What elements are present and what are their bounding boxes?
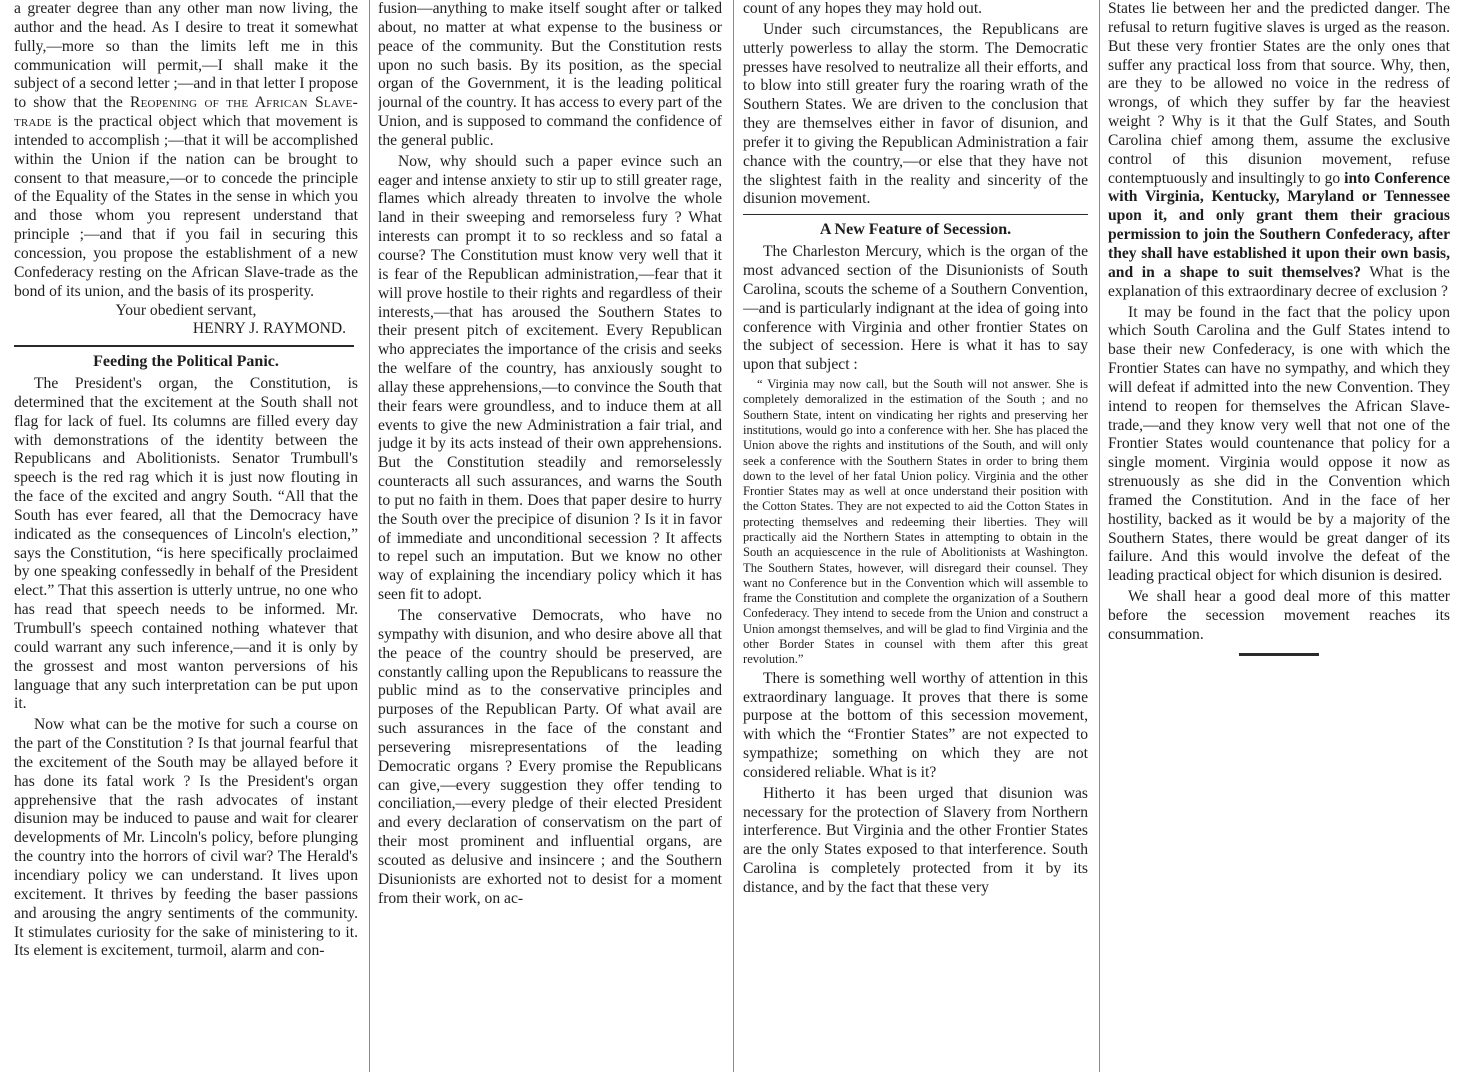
article-paragraph: Now what can be the motive for such a course on the part of the Constitution ? Is that journal fearful that the excitement of the South may be allayed before it has done its fatal work ? Is the President's organ apprehensive that the rash advocates of instant disunion may be induced to pause and wait for clearer developments of Mr. Lincoln's policy, before plunging the country into the horrors of civil war? The Herald's incendiary policy we can understand. It lives upon excitement. It thrives by feeding the baser passions and arousing the angry sentiments of the community. It stimulates curiosity for the sake of ministering to it. Its element is excitement, turmoil, alarm and con- [14, 716, 358, 960]
letter-signature: HENRY J. RAYMOND. [192, 320, 346, 338]
article-paragraph: The President's organ, the Constitution, is determined that the excitement at the South shall not flag for lack of fuel. Its columns are filled every day with demonstrations of the identity between the Republicans and Abolitionists. Senator Trumbull's speech is the red rag which it is just now flouting in the face of the excited and angry South. “All that the South has ever feared, all that the Democracy have indicated as the consequences of Lincoln's election,” says the Constitution, “is here specifically proclaimed by one speaking confessedly in behalf of the President elect.” That this assertion is utterly untrue, no one who has read that speech needs to be informed. Mr. Trumbull's speech contained nothing whatever that could warrant any such inference,—and it is only by the grossest and most wanton perversions of his language that any such interpretation can be put upon it. [14, 375, 358, 713]
article-paragraph: Under such circumstances, the Republicans are utterly powerless to allay the storm. The Democratic presses have resolved to neutralize all their efforts, and to blow into still greater fury the roaring wrath of the Southern States. We are driven to the conclusion that they are themselves either in favor of disunion, and prefer it to giving the Republican Administration a fair chance with the country,—or else that they have not the slightest faith in the reality and sincerity of the disunion movement. [743, 20, 1088, 208]
article-paragraph: fusion—anything to make itself sought after or talked about, no matter at what expense to the business or peace of the community. But the Constitution rests upon no such basis. By its position, as the special organ of the Government, it is the leading political journal of the country. It has access to every part of the Union, and is supposed to command the confidence of the general public. [378, 0, 722, 149]
end-of-article-rule [1239, 653, 1319, 656]
column-gutter [369, 0, 370, 1072]
article-paragraph: Hitherto it has been urged that disunion was necessary for the protection of Slavery from Northern interference. But Virginia and the other Frontier States are the only States exposed to that interference. South Carolina is completely protected from it by its distance, and by the fact that these very [743, 784, 1088, 896]
article-paragraph: Now, why should such a paper evince such an eager and intense anxiety to stir up to still greater rage, flames which already threaten to involve the whole land in their sweeping and remorseless fury ? What interests can prompt it to so reckless and so fatal a course? The Constitution must know very well that it is fear of the Republican administration,—fear that it will prove hostile to their rights and regardless of their interests,—that has aroused the Southern States to their present pitch of excitement. Every Republican who appreciates the importance of the crisis and seeks the welfare of the country, has anxiously sought to allay these apprehensions,—to convince the South that their fears were groundless, and to induce them at all events to give the new Administration a fair trial, and judge it by its acts instead of their own apprehensions. But the Constitution steadily and remorselessly counteracts all such assurances, and warns the South to put no faith in them. Does that paper desire to hurry the South over the precipice of disunion ? Is it in favor of immediate and unconditional secession ? It affects to repel such an imputation. But we know no other way of explaining the incendiary policy which it has seen fit to adopt. [378, 152, 722, 604]
article-paragraph: We shall hear a good deal more of this matter before the secession movement reaches its consummation. [1108, 588, 1450, 643]
column-gutter [1099, 0, 1100, 1072]
column-3 [743, 0, 1088, 1078]
article-paragraph: States lie between her and the predicted danger. The refusal to return fugitive slaves is urged as the reason. But these very frontier States are the only ones that suffer any practical loss from that source. Why, then, are they to be allowed no voice in the redress of wrongs, of which they suffer by far the heaviest weight ? Why is it that the Gulf States, and South Carolina chief among them, assume the exclusive control of this disunion movement, refuse contemptuously and insultingly to go into Conference with Virginia, Kentucky, Maryland or Tennessee upon it, and only grant them their gracious permission to join the Southern Confederacy, after they shall have established it upon their own basis, and in a shape to suit themselves? What is the explanation of this extraordinary decree of exclusion ? [1108, 0, 1450, 300]
column-2 [378, 0, 722, 1078]
separator-rule [14, 345, 354, 347]
article-paragraph: It may be found in the fact that the policy upon which South Carolina and the Gulf States intend to base their new Confederacy, is one with which the Frontier States can have no sympathy, and which they will defeat if admitted into the new Convention. They intend to reopen for themselves the African Slave-trade,—and they know very well that not one of the Frontier States would countenance that policy for a single moment. Virginia would oppose it now as strenuously as she did in the Convention which framed the Constitution. And in the face of her hostility, backed as it would be by a majority of the Southern States, there would be great danger of its failure. And this would involve the defeat of the leading practical object for which disunion is desired. [1108, 303, 1450, 585]
letter-conclusion: a greater degree than any other man now living, the author and the head. As I desire to treat it somewhat fully,—more so than the limits left me in this communication will permit,—I shall make it the subject of a second letter ;—and in that letter I propose to show that the Reopening of the African Slave-trade is the practical object which that movement is intended to accomplish ;—that it will be accomplished within the Union if the nation can be brought to consent to that measure,—or to concede the principle of the Equality of the States in the sense in which you and those whom you represent understand that principle ;—and that if you fail in securing this concession, you propose the establishment of a new Confederacy resting on the African Slave-trade as the bond of its union, and the basis of its prosperity. [14, 0, 358, 300]
article-paragraph: There is something well worthy of attention in this extraordinary language. It proves that there is some purpose at the bottom of this secession movement, with which the “Frontier States” are not expected to sympathize; something on which they are not considered reliable. What is it? [743, 669, 1088, 781]
article-paragraph: count of any hopes they may hold out. [743, 0, 983, 17]
article-title: A New Feature of Secession. [819, 221, 1012, 239]
article-paragraph: The Charleston Mercury, which is the organ of the most advanced section of the Disunionists of South Carolina, scouts the scheme of a Southern Convention,—and is particularly indignant at the idea of going into conference with Virginia and other frontier States on the subject of secession. Here is what it has to say upon that subject : [743, 243, 1088, 374]
letter-signoff: Your obedient servant, [115, 301, 257, 319]
column-1 [14, 0, 358, 1078]
quoted-passage: “ Virginia may now call, but the South will not answer. She is completely demoralized in the estimation of the South ; and no Southern State, intent on vindicating her rights and preserving her institutions, would go into a conference with her. She has placed the Union above the rights and institutions of the South, and will only seek a conference with the Southern States in order to bring them down to the level of her fatal Union policy. Virginia and the other Frontier States may as well at once understand their position with the Cotton States. They are not expected to aid the Cotton States in protecting themselves and redeeming their liberties. They will practically aid the Northern States in attempting to obtain in the South an acquiescence in the rule of Abolitionists at Washington. The Southern States, however, will disregard their counsel. They want no Conference but in the Convention which will assemble to frame the Constitution and complete the organization of a Southern Confederacy. They intend to secede from the Union and construct a Union amongst themselves, and will be glad to find Virginia and the other Border States in counsel with them after this great revolution.” [743, 377, 1088, 667]
column-4 [1108, 0, 1450, 800]
article-paragraph: The conservative Democrats, who have no sympathy with disunion, and who desire above all that the peace of the country should be preserved, are constantly calling upon the Republicans to reassure the public mind as to the conservative principles and purposes of the Republican Party. Of what avail are such assurances in the face of the constant and persevering misrepresentations of the leading Democratic organs ? Every promise the Republicans can give,—every suggestion they offer tending to conciliation,—every pledge of their elected President and every declaration of conservatism on the part of their most prominent and influential organs, are scouted as delusive and insincere ; and the Southern Disunionists are exhorted not to desist for a moment from their work, on ac- [378, 607, 722, 907]
separator-rule [743, 214, 1088, 215]
column-gutter [733, 0, 734, 1072]
article-title: Feeding the Political Panic. [93, 353, 279, 371]
